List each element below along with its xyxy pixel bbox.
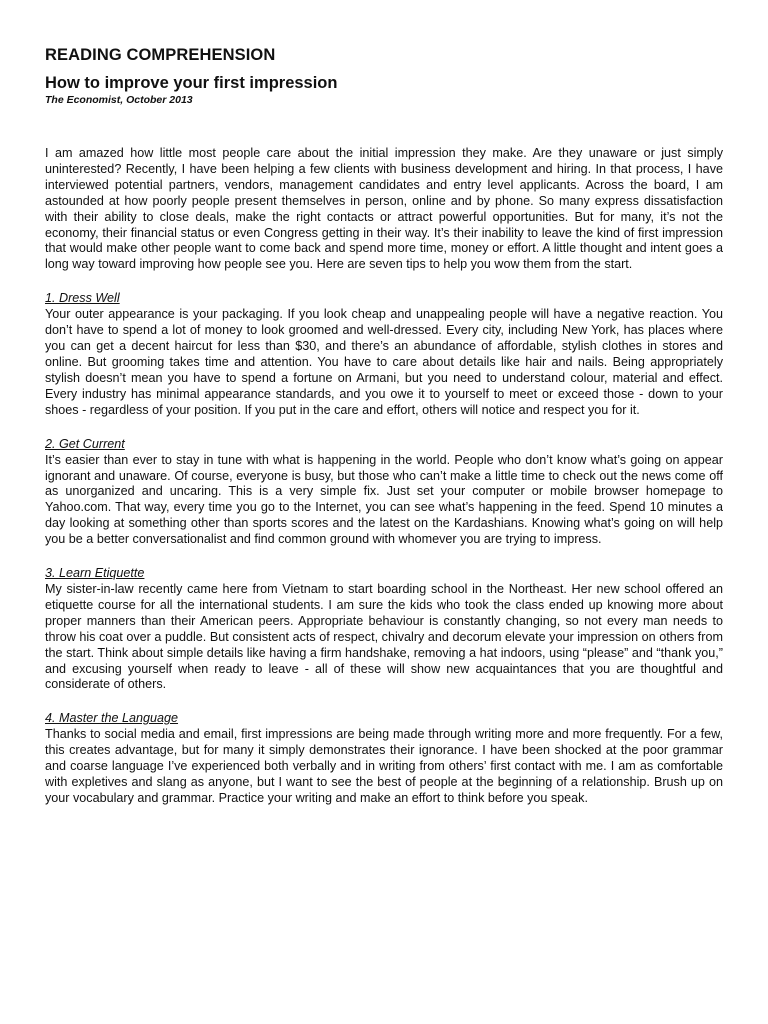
section-learn-etiquette (45, 564, 723, 693)
section-paragraph: Your outer appearance is your packaging. If you look cheap and unappealing people will have a negative reaction. You don’t have to spend a lot of money to look groomed and well-dressed. Every city, including New York, has places where you can get a decent haircut for less than $30, and there’s an abundance of affordable, stylish clothes in stores and online. But grooming takes time and attention. You have to care about details like hair and nails. Being appropriately stylish doesn’t mean you have to spend a fortune on Armani, but you need to understand colour, material and effect. Every industry has minimal appearance standards, and you owe it to yourself to meet or exceed those - down to your shoes - regardless of your position. If you put in the care and effort, others will notice and respect you for it. (45, 307, 723, 417)
section-heading: 3. Learn Etiquette (45, 566, 145, 581)
document-heading: READING COMPREHENSION (45, 46, 276, 64)
intro-paragraph: I am amazed how little most people care about the initial impression they make. Are they unaware or just simply uninterested? Recently, I have been helping a few clients with business development and hiring. In that process, I have interviewed potential partners, vendors, management candidates and entry level applicants. Across the board, I am astounded at how poorly people present themselves in person, online and by phone. So many express dissatisfaction with their ability to close deals, make the right contacts or attract powerful opportunities. But for many, it’s not the economy, their financial status or even Congress getting in their way. It’s their inability to leave the kind of first impression that would make other people want to come back and spend more time, money or effort. A little thought and intent goes a long way toward improving how people see you. Here are seven tips to help you wow them from the start. (45, 146, 723, 272)
document-page (45, 44, 723, 807)
section-heading: 1. Dress Well (45, 291, 120, 306)
section-heading: 4. Master the Language (45, 711, 179, 726)
section-master-language (45, 709, 723, 807)
section-heading: 2. Get Current (45, 436, 125, 451)
article-title: How to improve your first impression (45, 74, 338, 92)
section-paragraph: It’s easier than ever to stay in tune with what is happening in the world. People who don’t know what’s going on appear ignorant and unaware. Of course, everyone is busy, but those who can’t make a little time to check out the news come off as unorganized and uncaring. This is a very simple fix. Just set your computer or mobile browser homepage to Yahoo.com. That way, every time you go to the Internet, you can see what’s happening in the feed. Spend 10 minutes a day looking at something other than sports scores and the latest on the Kardashians. Knowing what’s going on will help you be a better conversationalist and find common ground with whomever you are trying to impress. (45, 452, 723, 547)
article-source: The Economist, October 2013 (45, 94, 193, 106)
section-paragraph: Thanks to social media and email, first impressions are being made through writing more and more frequently. For a few, this creates advantage, but for many it simply demonstrates their ignorance. I have been shocked at the poor grammar and coarse language I’ve experienced both verbally and in writing from others’ first contact with me. I am as comfortable with expletives and slang as anyone, but I want to see the best of people at the beginning of a relationship. Brush up on your vocabulary and grammar. Practice your writing and make an effort to think before you speak. (45, 727, 723, 805)
section-get-current (45, 435, 723, 548)
section-paragraph: My sister-in-law recently came here from Vietnam to start boarding school in the Northeast. Her new school offered an etiquette course for all the international students. I am sure the kids who took the class ended up knowing more about proper manners than their American peers. Appropriate behaviour is constantly changing, so not every man needs to throw his coat over a puddle. But consistent acts of respect, chivalry and decorum elevate your impression on others from the start. Think about simple details like having a firm handshake, removing a hat indoors, using “please” and “thank you,” and excusing yourself when ready to leave - all of these will show new acquaintances that you are thoughtful and considerate of others. (45, 582, 723, 692)
section-dress-well (45, 289, 723, 418)
